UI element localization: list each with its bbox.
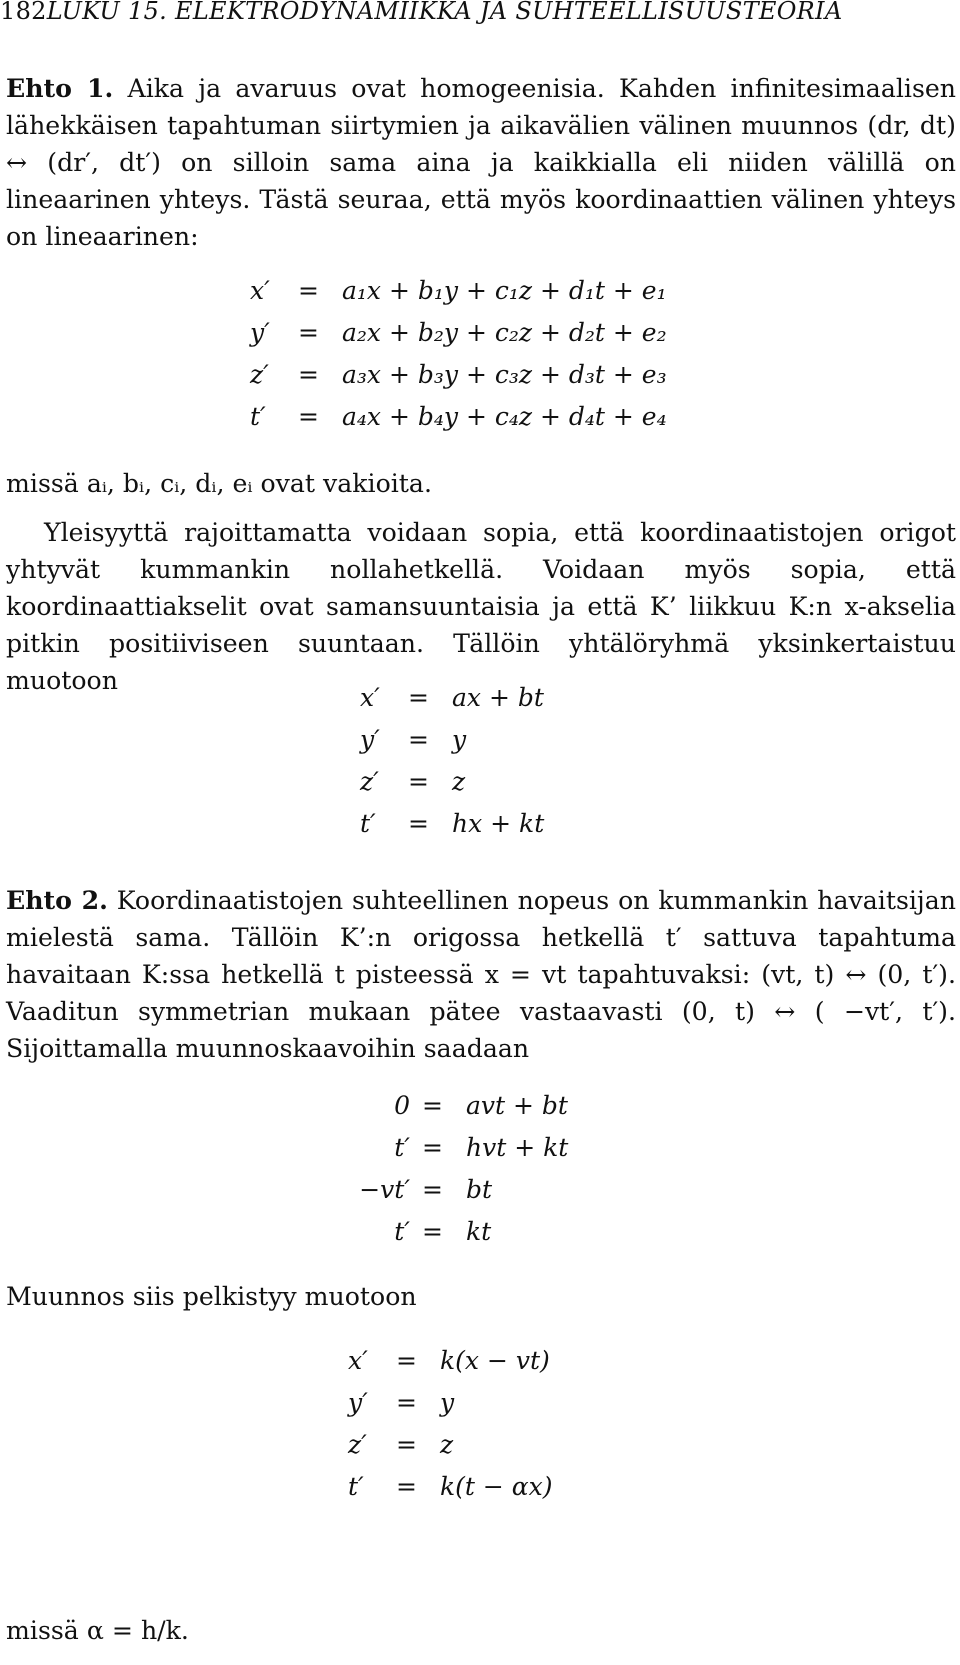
equation-equals: =	[298, 276, 319, 305]
equation-rhs: bt	[466, 1175, 493, 1204]
condition-2-label: Ehto 2.	[6, 885, 108, 915]
equation-lhs: t′	[360, 809, 376, 838]
equation-rhs: kt	[466, 1217, 492, 1246]
equation-lhs: z′	[360, 767, 379, 796]
equation-rhs: k(t − αx)	[440, 1472, 553, 1501]
equation-rhs: z	[440, 1430, 454, 1459]
equation-lhs: −vt′	[359, 1175, 410, 1204]
equation-equals: =	[408, 725, 429, 754]
text-constants-note: missä aᵢ, bᵢ, cᵢ, dᵢ, eᵢ ovat vakioita.	[6, 469, 432, 498]
equation-lhs: x′	[250, 276, 270, 305]
equation-rhs: a₁x + b₁y + c₁z + d₁t + e₁	[342, 276, 667, 305]
equation-lhs: t′	[394, 1217, 410, 1246]
equation-equals: =	[298, 360, 319, 389]
equation-lhs: y′	[250, 318, 270, 347]
equation-rhs: y	[452, 725, 467, 754]
chapter-title: LUKU 15. ELEKTRODYNAMIIKKA JA SUHTEELLISUUSTEORIA	[46, 0, 843, 25]
equation-lhs: y′	[360, 725, 380, 754]
equation-equals: =	[396, 1388, 417, 1417]
condition-1-text: Aika ja avaruus ovat homogeenisia. Kahden infinitesimaalisen lähekkäisen tapahtuman siirtymien ja aikavälien välinen muunnos (dr, dt) ↔ (dr′, dt′) on silloin sama aina ja kaikkialla eli niiden välillä on lineaarinen yhteys. Tästä seuraa, että myös koordinaattien välinen yhteys on lineaarinen:	[6, 74, 957, 251]
equation-rhs: z	[452, 767, 466, 796]
condition-2-text: Koordinaatistojen suhteellinen nopeus on kummankin havaitsijan mielestä sama. Tällöin K’:n origossa hetkellä t′ sattuva tapahtuma havaitaan K:ssa hetkellä t pisteessä x = vt tapahtuvaksi: (vt, t) ↔ (0, t′). Vaaditun symmetrian mukaan pätee vastaavasti (0, t) ↔ ( −vt′, t′). Sijoittamalla muunnoskaavoihin saadaan	[6, 886, 956, 1063]
equation-rhs: a₄x + b₄y + c₄z + d₄t + e₄	[342, 402, 667, 431]
equation-rhs: hx + kt	[452, 809, 545, 838]
equation-equals: =	[422, 1175, 443, 1204]
equation-rhs: a₂x + b₂y + c₂z + d₂t + e₂	[342, 318, 667, 347]
equation-rhs: avt + bt	[466, 1091, 568, 1120]
equation-lhs: z′	[348, 1430, 367, 1459]
paragraph-condition-1	[6, 70, 956, 255]
equation-lhs: 0	[394, 1091, 410, 1120]
text-transformation-intro: Muunnos siis pelkistyy muotoon	[6, 1282, 417, 1311]
equation-rhs: k(x − vt)	[440, 1346, 550, 1375]
equation-equals: =	[396, 1346, 417, 1375]
equation-lhs: x′	[348, 1346, 368, 1375]
equation-equals: =	[298, 402, 319, 431]
equation-lhs: y′	[348, 1388, 368, 1417]
equation-rhs: a₃x + b₃y + c₃z + d₃t + e₃	[342, 360, 667, 389]
equation-rhs: ax + bt	[452, 683, 544, 712]
running-header	[0, 0, 960, 26]
equation-rhs: y	[440, 1388, 455, 1417]
equation-lhs: t′	[250, 402, 266, 431]
equation-rhs: hvt + kt	[466, 1133, 569, 1162]
condition-1-label: Ehto 1.	[6, 73, 114, 103]
paragraph-assumptions: Yleisyyttä rajoittamatta voidaan sopia, että koordinaatistojen origot yhtyvät kummankin nollahetkellä. Voidaan myös sopia, että koordinaattiakselit ovat samansuuntaisia ja että K’ liikkuu K:n x-akselia pitkin positiiviseen suuntaan. Tällöin yhtälöryhmä yksinkertaistuu muotoon	[6, 518, 956, 695]
equation-equals: =	[396, 1472, 417, 1501]
equation-lhs: z′	[250, 360, 269, 389]
equation-equals: =	[422, 1091, 443, 1120]
equation-equals: =	[408, 767, 429, 796]
equation-lhs: t′	[348, 1472, 364, 1501]
page-number: 182	[0, 0, 47, 25]
equation-equals: =	[422, 1133, 443, 1162]
equation-lhs: x′	[360, 683, 380, 712]
text-alpha-definition: missä α = h/k.	[6, 1616, 189, 1645]
equation-equals: =	[408, 809, 429, 838]
equation-equals: =	[298, 318, 319, 347]
equation-equals: =	[422, 1217, 443, 1246]
equation-equals: =	[408, 683, 429, 712]
equation-equals: =	[396, 1430, 417, 1459]
paragraph-condition-2	[6, 882, 956, 1067]
equation-lhs: t′	[394, 1133, 410, 1162]
